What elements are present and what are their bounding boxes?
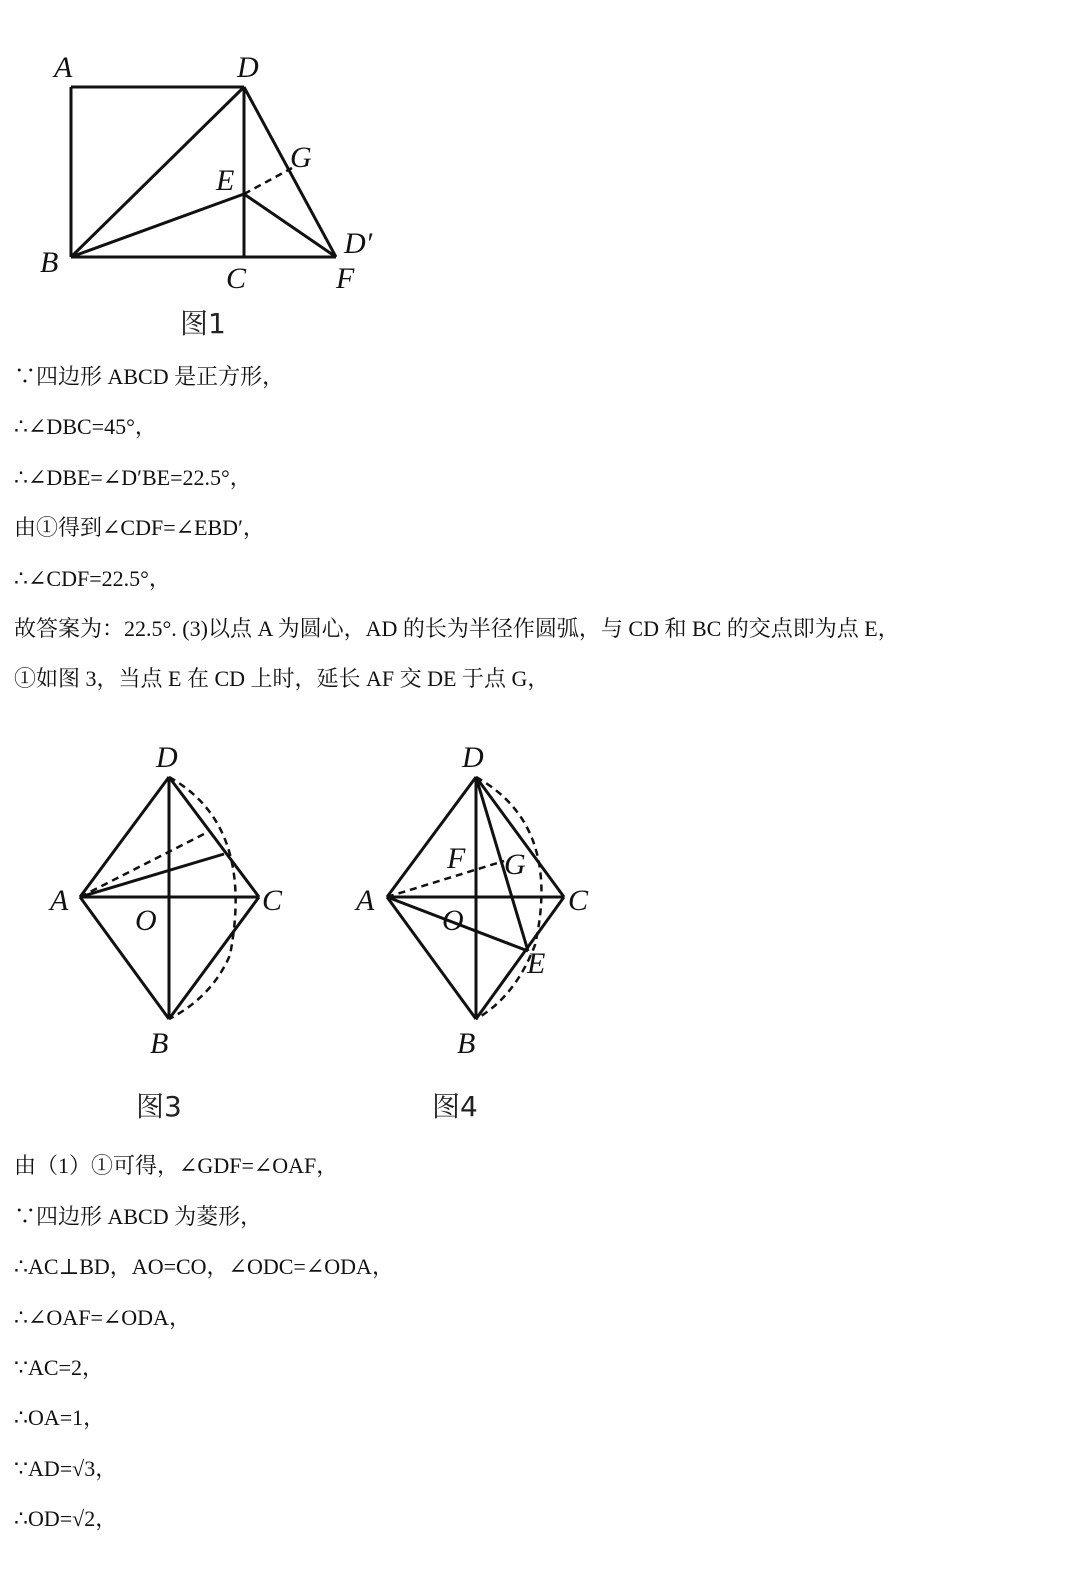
label-B: B: [40, 246, 59, 279]
label-C: C: [226, 262, 247, 295]
text-line: 故答案为：22.5°. (3)以点 A 为圆心，AD 的长为半径作圆弧，与 CD 和 BC 的交点即为点 E，: [14, 616, 900, 641]
text-line: ∵四边形 ABCD 是正方形，: [14, 364, 285, 389]
label-D-prime: D′: [344, 227, 373, 260]
label-G: G: [504, 848, 526, 881]
text-line: ∴∠CDF=22.5°，: [14, 566, 171, 591]
text-line: ∴∠OAF=∠ODA，: [14, 1305, 191, 1330]
text-line: ∵AC=2，: [14, 1355, 104, 1380]
segment-DA: [387, 777, 476, 897]
label-A: A: [54, 51, 73, 84]
text-line: ∵四边形 ABCD 为菱形，: [14, 1204, 263, 1229]
text-line: ∴OA=1，: [14, 1405, 106, 1430]
figure-4: [350, 735, 610, 1065]
segment-DC: [169, 777, 259, 897]
label-B: B: [457, 1027, 476, 1060]
text-line: ∴∠DBE=∠D′BE=22.5°，: [14, 465, 252, 490]
figure-4-caption: 图4: [432, 1090, 478, 1123]
text-line: ①如图 3，当点 E 在 CD 上时，延长 AF 交 DE 于点 G，: [14, 666, 550, 691]
label-O: O: [135, 904, 157, 937]
text-line: ∴OD=√2，: [14, 1506, 118, 1531]
label-D: D: [237, 51, 259, 84]
label-F: F: [336, 262, 355, 295]
text-line: 由①得到∠CDF=∠EBD′，: [14, 515, 265, 540]
text-line: ∴∠DBC=45°，: [14, 414, 157, 439]
figure-1-diagram: [30, 50, 390, 310]
segment-EG-dashed: [244, 168, 292, 194]
text-line: 由（1）①可得，∠GDF=∠OAF，: [14, 1153, 339, 1178]
label-E: E: [527, 947, 546, 980]
label-B: B: [150, 1027, 169, 1060]
label-G: G: [290, 141, 312, 174]
text-line: ∴AC⊥BD，AO=CO，∠ODC=∠ODA，: [14, 1254, 394, 1279]
label-C: C: [568, 884, 589, 917]
label-D: D: [156, 741, 178, 774]
segment-CB: [476, 897, 564, 1019]
segment-CB: [169, 897, 259, 1019]
segment-DA: [80, 777, 169, 897]
segment-AE: [80, 854, 224, 897]
figure-3-caption: 图3: [136, 1090, 182, 1123]
figure-3: [40, 735, 300, 1065]
segment-AG-dashed: [387, 861, 504, 897]
segment-BE: [71, 194, 244, 257]
figure-3-diagram: [40, 735, 300, 1065]
label-C: C: [262, 884, 283, 917]
segment-EF: [244, 194, 336, 257]
label-A: A: [50, 884, 69, 917]
label-E: E: [216, 164, 235, 197]
figure-1-caption: 图1: [180, 307, 226, 340]
label-F: F: [447, 842, 466, 875]
figure-1: [30, 50, 390, 310]
text-line: ∵AD=√3，: [14, 1456, 118, 1481]
label-D: D: [462, 741, 484, 774]
label-O: O: [442, 904, 464, 937]
figure-4-diagram: [350, 735, 610, 1065]
label-A: A: [356, 884, 375, 917]
